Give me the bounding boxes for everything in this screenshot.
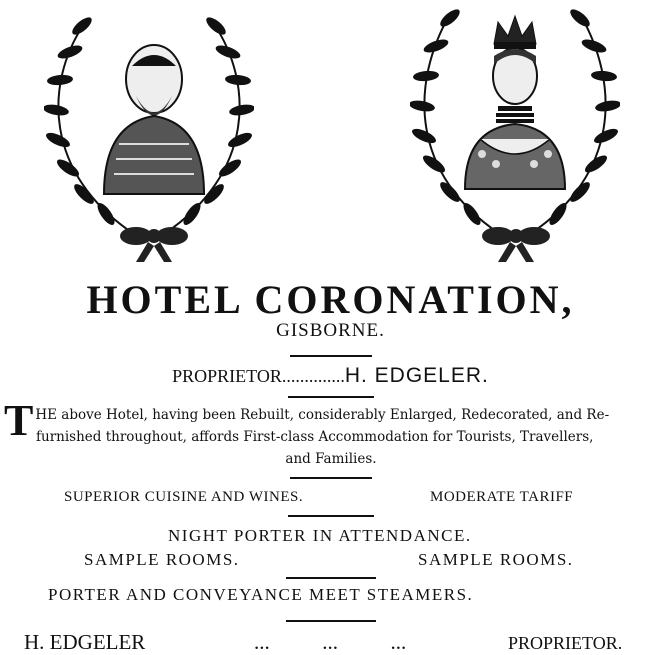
divider — [290, 355, 372, 357]
sample-rooms-right: SAMPLE ROOMS. — [418, 550, 574, 569]
drop-cap: T — [4, 396, 34, 445]
proprietor-name: H. EDGELER. — [344, 364, 489, 387]
divider — [288, 515, 374, 517]
description-line-2: furnished throughout, affords First-class Accommodation for Tourists, Travellers, — [36, 429, 594, 445]
description-line-1: HE above Hotel, having been Rebuilt, considerably Enlarged, Redecorated, and Re- — [35, 407, 610, 423]
town-heading: GISBORNE. — [276, 320, 385, 341]
queen-portrait-wreath — [410, 4, 620, 266]
footer-dots: ... ... ... — [254, 630, 407, 654]
description-line-3: and Families. — [285, 451, 377, 467]
divider — [286, 577, 376, 579]
proprietor-line — [0, 364, 661, 388]
hotel-description — [2, 396, 660, 470]
king-portrait-wreath — [44, 4, 254, 266]
laurel-wreath-icon — [44, 4, 254, 266]
hotel-name-heading: HOTEL CORONATION, — [86, 277, 575, 322]
cuisine-notice: SUPERIOR CUISINE AND WINES. — [64, 489, 304, 505]
divider — [288, 396, 374, 398]
divider — [290, 477, 372, 479]
footer-role: PROPRIETOR. — [508, 633, 623, 653]
proprietor-dots: .............. — [281, 366, 345, 386]
tariff-notice: MODERATE TARIFF — [430, 489, 574, 505]
sample-rooms-left: SAMPLE ROOMS. — [84, 550, 240, 569]
porter-steamers-notice: PORTER AND CONVEYANCE MEET STEAMERS. — [48, 585, 474, 604]
laurel-wreath-icon — [410, 4, 620, 266]
divider — [286, 620, 376, 622]
footer-name: H. EDGELER — [24, 630, 146, 654]
night-porter-notice: NIGHT PORTER IN ATTENDANCE. — [168, 526, 472, 545]
proprietor-label: PROPRIETOR — [172, 366, 282, 386]
